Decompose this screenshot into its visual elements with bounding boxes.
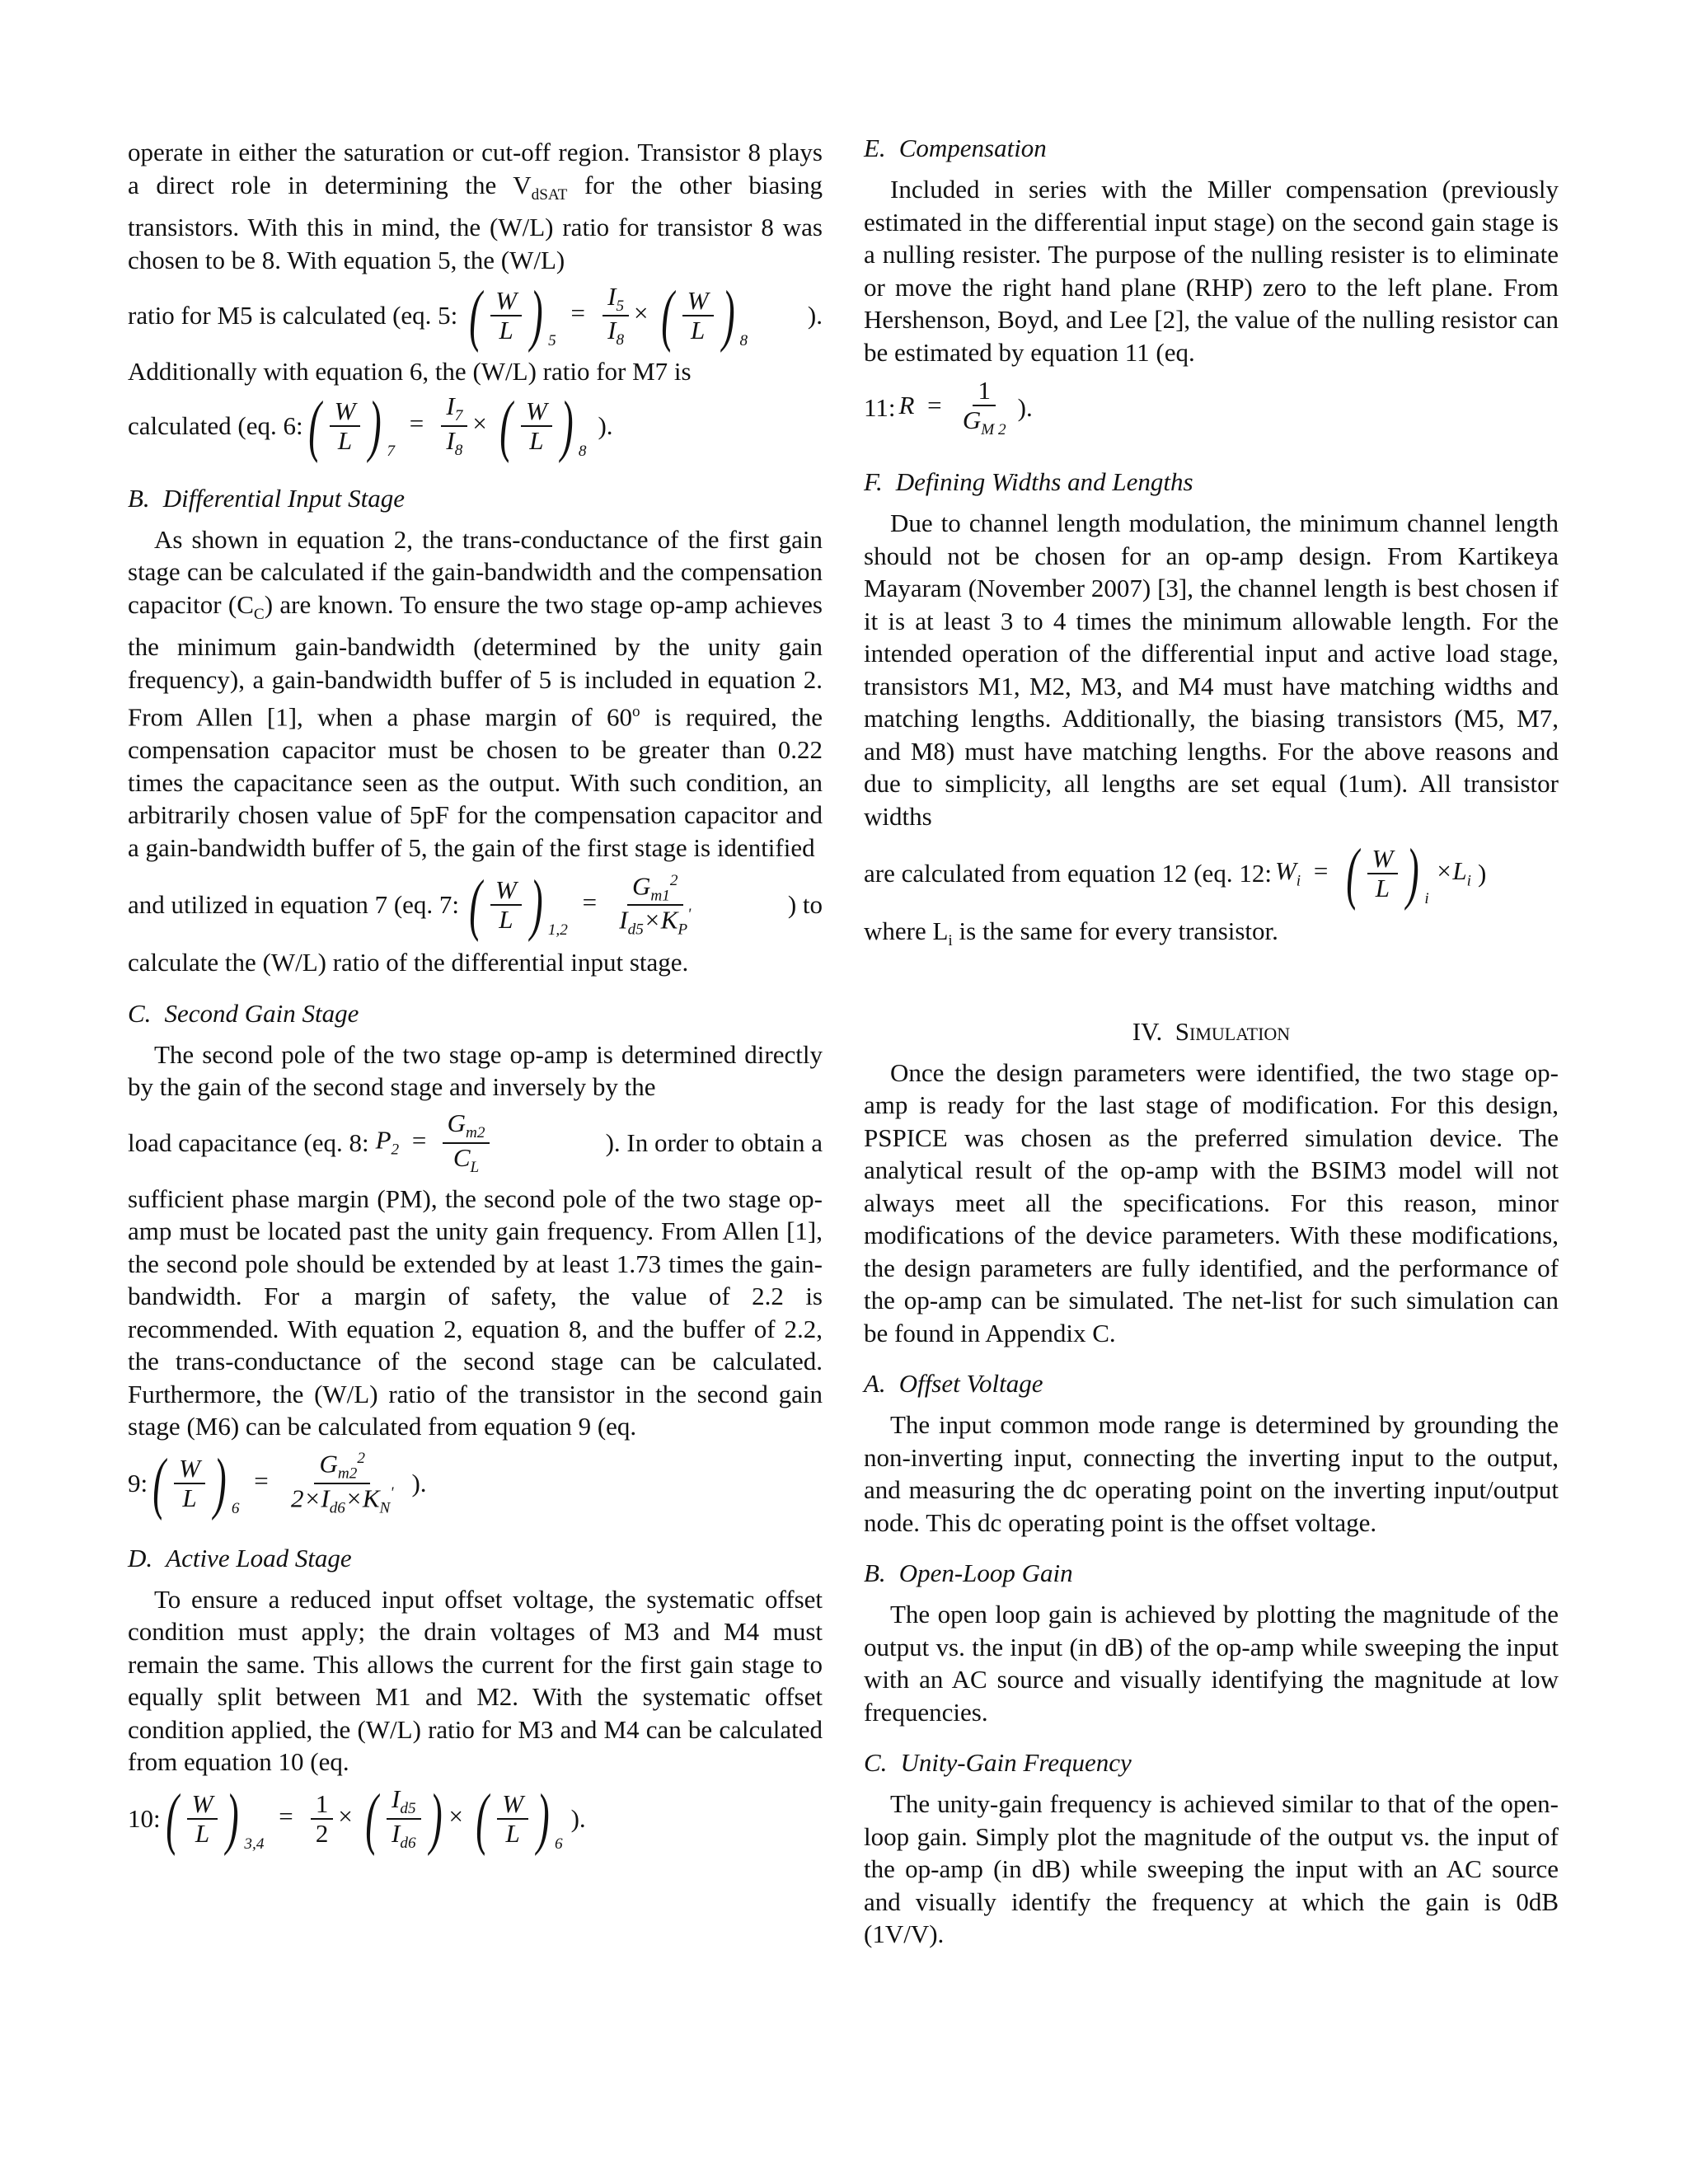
section-title: Defining Widths and Lengths	[895, 467, 1193, 496]
equation-10-line	[128, 1779, 823, 1859]
text: operate in either the saturation or cut-off region. Transistor 8 plays a direct role in determining the V	[128, 138, 823, 199]
section-label: A.	[864, 1369, 886, 1399]
section-label: IV.	[1132, 1016, 1163, 1046]
left-column	[128, 136, 823, 1859]
paragraph: The input common mode range is determined by grounding the non-inverting input, connecting the inverting input to the output, and measuring the dc operating point on the inverting input/output node. This dc operating point is the offset voltage.	[864, 1410, 1559, 1537]
section-title: Simulation	[1175, 1016, 1291, 1046]
section-heading	[128, 1542, 823, 1575]
right-column	[864, 132, 1559, 1951]
text: are calculated from equation 12 (eq. 12:	[864, 859, 1272, 888]
text: As shown in equation 2, the trans-conductance of the first gain stage can be calculated if the gain-bandwidth and the compensation capacitor (C	[128, 524, 823, 619]
section-heading	[864, 466, 1559, 499]
text: where L	[864, 916, 949, 945]
paragraph: sufficient phase margin (PM), the second pole of the two stage op-amp must be located past the unity gain frequency. From Allen [1], the second pole should be extended by at least 1.73 times the gain-bandwidth. For a margin of safety, the value of 2.2 is recommended. With equation 2, equation 8, and the buffer of 2.2, the trans-conductance of the second stage can be calculated. Furthermore, the (W/L) ratio of the transistor in the second gain stage (M6) can be calculated from equation 9 (eq.	[128, 1183, 823, 1441]
text: 10:	[128, 1803, 161, 1833]
paragraph: Additionally with equation 6, the (W/L) ratio for M7 is	[128, 357, 692, 387]
equation-7-line	[128, 864, 823, 946]
section-label: B.	[128, 483, 150, 513]
section-heading	[864, 1557, 1559, 1590]
text: load capacitance (eq. 8:	[128, 1127, 369, 1157]
paragraph-bias	[128, 136, 823, 276]
section-heading	[128, 482, 823, 515]
text: )	[1477, 859, 1487, 888]
section-title: Offset Voltage	[898, 1369, 1043, 1399]
equation-8: $P_2$ = $\frac{G_{m2}}{C_L}$	[376, 1109, 494, 1176]
text: for the other biasing transistors. With this in mind, the (W/L) ratio for transistor 8 was chosen to be 8. With equation 5, the (W/L)	[128, 170, 823, 274]
section-title: Differential Input Stage	[162, 483, 405, 513]
paragraph	[864, 915, 1559, 958]
text: is required, the compensation capacitor must be chosen to be greater than 0.22 times the capacitance seen as the output. With such condition, an arbitrarily chosen value of 5pF for the compensation capacitor and a gain-bandwidth buffer of 5, the gain of the first stage is identified	[128, 702, 823, 862]
paragraph: calculate the (W/L) ratio of the differential input stage.	[128, 948, 689, 977]
text: 11:	[864, 393, 896, 422]
text: is the same for every transistor.	[952, 916, 1278, 945]
equation-7: ( $\frac{W}{L}$ ) $_{1,2}$ = $\frac{G_{m1}^2}{I_{d5}\times K_P'}$	[469, 866, 692, 944]
paragraph: The second pole of the two stage op-amp is determined directly by the gain of the second stage and inversely by the	[128, 1039, 823, 1102]
section-title: Open-Loop Gain	[898, 1558, 1073, 1588]
paragraph: To ensure a reduced input offset voltage, the systematic offset condition must apply; the drain voltages of M3 and M4 must remain the same. This allows the current for the first gain stage to equally split between M1 and M2. With the systematic offset condition applied, the (W/L) ratio for M3 and M4 can be calculated from equation 10 (eq.	[128, 1584, 823, 1777]
equation-9: ( $\frac{W}{L}$ ) $_6$ = $\frac{G_{m2}^2}{2\times I_{d6}\times K_N'}$	[152, 1444, 394, 1521]
equation-8-line	[128, 1104, 823, 1183]
equation-11: R = $\frac{1}{G_{M 2}}$	[898, 376, 1006, 439]
text: 9:	[128, 1468, 148, 1497]
subscript: C	[253, 605, 265, 623]
section-title: Unity-Gain Frequency	[900, 1748, 1132, 1778]
section-title: Active Load Stage	[166, 1543, 352, 1572]
equation-10: ( $\frac{W}{L}$ ) $_{3,4}$ = $\frac{1}{2}$ × ( $\frac{I_{d5}}{I_{d6}}$ ) × ( $\frac{W}{L}$ ) $_6$	[165, 1779, 563, 1857]
text: calculated (eq. 6:	[128, 410, 303, 440]
paragraph: Due to channel length modulation, the minimum channel length should not be chosen for an op-amp design. From Kartikeya Mayaram (November 2007) [3], the channel length is best chosen if it is at least 3 to 4 times the minimum allowable length. For the intended operation of the differential input and active load stage, transistors M1, M2, M3, and M4 must have matching widths and matching lengths. Additionally, the biasing transistors (M5, M7, and M8) must have matching lengths. For the above reasons and due to simplicity, all lengths are set equal (1um). All transistor widths	[864, 509, 1559, 831]
section-label: F.	[864, 467, 883, 496]
equation-5: ( $\frac{W}{L}$ ) $_5$ = $\frac{I_5}{I_8}$ × ( $\frac{W}{L}$ ) $_8$	[469, 277, 748, 354]
section-label: C.	[864, 1748, 888, 1778]
text: ratio for M5 is calculated (eq. 5:	[128, 301, 458, 330]
text: ).	[598, 410, 613, 440]
section-title: Second Gain Stage	[164, 998, 359, 1028]
paragraph: Included in series with the Miller compensation (previously estimated in the differential input stage) on the second gain stage is a nulling resister. The purpose of the nulling resister is to eliminate or move the right hand plane (RHP) zero to the left plane. From Hershenson, Boyd, and Lee [2], the value of the nulling resistor can be estimated by equation 11 (eq.	[864, 175, 1559, 367]
paragraph: The unity-gain frequency is achieved similar to that of the open-loop gain. Simply plot the magnitude of the output vs. the input of the op-amp (in dB) while sweeping the input with an AC source and visually identify the frequency at which the gain is 0dB (1V/V).	[864, 1789, 1559, 1949]
paragraph: The open loop gain is achieved by plotting the magnitude of the output vs. the input (in dB) of the op-amp while sweeping the input with an AC source and visually identifying the magnitude at low frequencies.	[864, 1600, 1559, 1727]
section-title: Compensation	[898, 134, 1047, 162]
section-label: B.	[864, 1558, 886, 1588]
equation-5-line	[128, 276, 823, 355]
equation-6-line	[128, 388, 823, 464]
section-heading	[864, 132, 1559, 165]
text: ).	[411, 1468, 427, 1497]
equation-12: $W_i$ = ( $\frac{W}{L}$ ) $_i$ $\times L_i$	[1274, 835, 1471, 912]
text: ).	[807, 301, 823, 330]
section-heading	[864, 1367, 1559, 1400]
subscript: i	[948, 932, 953, 950]
text: ). In order to obtain a	[605, 1127, 823, 1157]
equation-9-line	[128, 1443, 823, 1524]
equation-12-line	[864, 832, 1559, 915]
text: ).	[570, 1803, 586, 1833]
section-heading	[864, 1746, 1559, 1779]
section-label: D.	[128, 1543, 153, 1572]
text: ).	[1017, 393, 1033, 422]
subscript: dSAT	[531, 185, 568, 204]
text: ) are known. To ensure the two stage op-amp achieves the minimum gain-bandwidth (determined by the unity gain frequency), a gain-bandwidth buffer of 5 is included in equation 2. From Allen [1], when a phase margin of 60	[128, 589, 823, 732]
section-heading	[864, 1015, 1559, 1048]
paragraph	[128, 523, 823, 865]
text: ) to	[787, 890, 823, 920]
section-label: C.	[128, 998, 152, 1028]
superscript: o	[632, 703, 640, 721]
section-heading	[128, 997, 823, 1030]
paragraph: Once the design parameters were identified, the two stage op-amp is ready for the last stage of modification. For this design, PSPICE was chosen as the preferred simulation device. The analytical result of the op-amp with the BSIM3 model will not always meet all the specifications. For this reason, minor modifications of the device parameters. With these modifications, the design parameters are fully identified, and the performance of the op-amp can be simulated. The net-list for such simulation can be found in Appendix C.	[864, 1057, 1559, 1347]
equation-11-line	[864, 368, 1559, 448]
equation-6: ( $\frac{W}{L}$ ) $_7$ = $\frac{I_7}{I_8}$ × ( $\frac{W}{L}$ ) $_8$	[307, 387, 587, 464]
section-label: E.	[864, 134, 886, 162]
text: and utilized in equation 7 (eq. 7:	[128, 890, 460, 920]
